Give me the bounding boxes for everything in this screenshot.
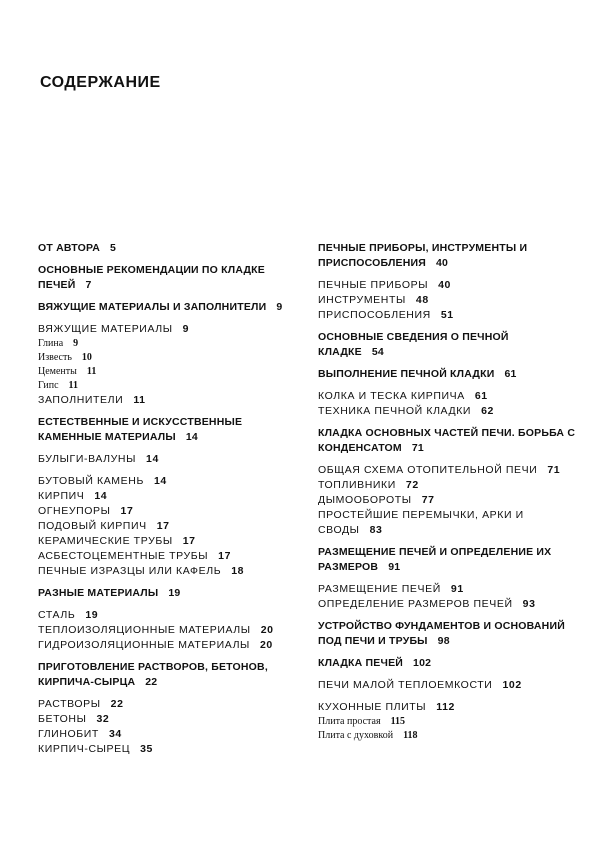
toc-entry-page: 51 <box>440 309 454 321</box>
toc-entry <box>38 300 300 315</box>
toc-entry <box>318 508 576 538</box>
toc-entry-title: ПРИГОТОВЛЕНИЕ РАСТВОРОВ, БЕТОНОВ, КИРПИЧА-СЫРЦА <box>38 661 268 688</box>
toc-entry-title: БУЛЫГИ-ВАЛУНЫ <box>38 453 137 465</box>
toc-entry-page: 5 <box>110 242 117 254</box>
toc-entry-title: КОЛКА И ТЕСКА КИРПИЧА <box>318 390 465 402</box>
toc-entry-page: 35 <box>140 743 153 755</box>
toc-entry-title: Глина <box>38 338 64 349</box>
toc-entry-title: КИРПИЧ <box>38 490 85 502</box>
toc-entry-title: ПЕЧНЫЕ ПРИБОРЫ <box>318 279 429 291</box>
toc-entry <box>38 452 300 467</box>
toc-entry <box>38 474 300 489</box>
toc-entry-title: КУХОННЫЕ ПЛИТЫ <box>318 701 427 713</box>
toc-entry-page: 61 <box>474 390 488 402</box>
toc-entry-page: 61 <box>504 368 517 380</box>
toc-entry <box>318 619 576 649</box>
toc-entry <box>38 241 300 256</box>
toc-entry-page: 18 <box>231 565 245 577</box>
toc-entry-page: 14 <box>185 431 198 443</box>
toc-entry <box>318 426 576 456</box>
toc-entry-page: 83 <box>369 524 383 536</box>
toc-entry-page: 98 <box>437 635 450 647</box>
toc-entry-page: 118 <box>403 730 418 741</box>
toc-entry-title: ОТ АВТОРА <box>38 242 101 254</box>
toc-entry <box>318 293 576 308</box>
toc-entry-title: УСТРОЙСТВО ФУНДАМЕНТОВ И ОСНОВАНИЙ ПОД ПЕЧИ И ТРУБЫ <box>318 620 565 647</box>
toc-entry-title: РАЗМЕЩЕНИЕ ПЕЧЕЙ <box>318 583 441 595</box>
toc-entry-title: ВЯЖУЩИЕ МАТЕРИАЛЫ <box>38 323 173 335</box>
toc-entry <box>318 478 576 493</box>
toc-entry-title: ОГНЕУПОРЫ <box>38 505 111 517</box>
toc-entry-page: 62 <box>481 405 494 417</box>
toc-entry-page: 9 <box>182 323 190 335</box>
toc-entry-page: 14 <box>94 490 108 502</box>
toc-entry-title: КЛАДКА ОСНОВНЫХ ЧАСТЕЙ ПЕЧИ. БОРЬБА С КОНДЕНСАТОМ <box>318 427 576 454</box>
toc-entry-page: 9 <box>73 338 79 349</box>
toc-entry <box>38 379 300 393</box>
toc-entry-page: 7 <box>85 279 92 291</box>
toc-entry-title: ГЛИНОБИТ <box>38 728 99 740</box>
toc-entry <box>38 519 300 534</box>
toc-entry <box>38 549 300 564</box>
toc-entry-page: 19 <box>85 609 99 621</box>
toc-entry-title: РАЗНЫЕ МАТЕРИАЛЫ <box>38 587 159 599</box>
page-title: СОДЕРЖАНИЕ <box>40 74 161 91</box>
toc-entry-title: БЕТОНЫ <box>38 713 87 725</box>
toc-entry-title: Гипс <box>38 380 59 391</box>
toc-entry-page: 91 <box>450 583 464 595</box>
toc-entry <box>318 330 576 360</box>
toc-entry-page: 112 <box>436 701 455 713</box>
toc-entry-page: 32 <box>96 713 110 725</box>
toc-entry-title: ТЕХНИКА ПЕЧНОЙ КЛАДКИ <box>318 405 472 417</box>
toc-entry-title: КЛАДКА ПЕЧЕЙ <box>318 657 404 669</box>
toc-entry-page: 93 <box>522 598 536 610</box>
toc-entry-page: 11 <box>133 394 146 406</box>
toc-entry-title: ОБЩАЯ СХЕМА ОТОПИТЕЛЬНОЙ ПЕЧИ <box>318 464 538 476</box>
toc-entry-title: СТАЛЬ <box>38 609 76 621</box>
toc-entry-title: ПРИСПОСОБЛЕНИЯ <box>318 309 431 321</box>
toc-entry-title: КИРПИЧ-СЫРЕЦ <box>38 743 131 755</box>
toc-entry <box>318 729 576 743</box>
toc-entry-title: ГИДРОИЗОЛЯЦИОННЫЕ МАТЕРИАЛЫ <box>38 639 250 651</box>
toc-entry <box>318 715 576 729</box>
toc-entry-title: Известь <box>38 352 72 363</box>
toc-entry <box>38 697 300 712</box>
toc-entry-title: ПРОСТЕЙШИЕ ПЕРЕМЫЧКИ, АРКИ И СВОДЫ <box>318 509 524 536</box>
toc-entry-title: ПОДОВЫЙ КИРПИЧ <box>38 520 147 532</box>
toc-entry-title: ЕСТЕСТВЕННЫЕ И ИСКУССТВЕННЫЕ КАМЕННЫЕ МАТЕРИАЛЫ <box>38 416 243 443</box>
toc-entry-title: ПЕЧИ МАЛОЙ ТЕПЛОЕМКОСТИ <box>318 679 493 691</box>
toc-entry-title: РАЗМЕЩЕНИЕ ПЕЧЕЙ И ОПРЕДЕЛЕНИЕ ИХ РАЗМЕРОВ <box>318 546 552 573</box>
toc-entry-page: 115 <box>390 716 406 727</box>
toc-entry-page: 14 <box>146 453 159 465</box>
toc-entry-page: 11 <box>68 380 78 391</box>
toc-entry-page: 20 <box>259 639 273 651</box>
toc-entry-page: 71 <box>411 442 424 454</box>
toc-entry <box>318 278 576 293</box>
toc-entry-title: КЕРАМИЧЕСКИЕ ТРУБЫ <box>38 535 173 547</box>
toc-entry-title: ДЫМООБОРОТЫ <box>318 494 412 506</box>
toc-entry <box>38 415 300 445</box>
toc-entry-title: ОСНОВНЫЕ РЕКОМЕНДАЦИИ ПО КЛАДКЕ ПЕЧЕЙ <box>38 264 265 291</box>
toc-right-column <box>318 234 576 743</box>
toc-entry-title: Цементы <box>38 366 77 377</box>
toc-entry <box>38 727 300 742</box>
toc-entry <box>38 742 300 757</box>
toc-entry-title: АСБЕСТОЦЕМЕНТНЫЕ ТРУБЫ <box>38 550 209 562</box>
toc-entry-page: 17 <box>182 535 196 547</box>
toc-entry <box>38 608 300 623</box>
toc-entry-page: 77 <box>421 494 435 506</box>
toc-entry-title: ПЕЧНЫЕ ПРИБОРЫ, ИНСТРУМЕНТЫ И ПРИСПОСОБЛЕНИЯ <box>318 242 528 269</box>
toc-entry <box>38 564 300 579</box>
toc-entry <box>318 493 576 508</box>
toc-entry <box>318 404 576 419</box>
toc-entry <box>38 337 300 351</box>
toc-entry <box>318 678 576 693</box>
toc-entry-title: ЗАПОЛНИТЕЛИ <box>38 394 124 406</box>
toc-entry <box>38 365 300 379</box>
toc-entry <box>318 656 576 671</box>
toc-entry-page: 40 <box>438 279 451 291</box>
toc-entry <box>318 700 576 715</box>
toc-entry-page: 54 <box>371 346 384 358</box>
toc-entry-page: 20 <box>260 624 274 636</box>
toc-entry-page: 10 <box>81 352 92 363</box>
toc-entry-title: ПЕЧНЫЕ ИЗРАЗЦЫ ИЛИ КАФЕЛЬ <box>38 565 222 577</box>
toc-entry <box>318 463 576 478</box>
toc-entry-page: 17 <box>156 520 170 532</box>
toc-entry-page: 72 <box>405 479 419 491</box>
toc-entry-title: Плита простая <box>318 716 381 727</box>
toc-entry <box>318 367 576 382</box>
toc-entry-page: 14 <box>153 475 167 487</box>
toc-entry-title: ОПРЕДЕЛЕНИЕ РАЗМЕРОВ ПЕЧЕЙ <box>318 598 513 610</box>
toc-entry-page: 19 <box>168 587 181 599</box>
toc-entry-title: ИНСТРУМЕНТЫ <box>318 294 406 306</box>
toc-entry <box>38 534 300 549</box>
toc-entry <box>38 489 300 504</box>
toc-entry-page: 17 <box>120 505 134 517</box>
toc-entry <box>38 351 300 365</box>
toc-entry-title: Плита с духовкой <box>318 730 394 741</box>
toc-entry-page: 71 <box>547 464 561 476</box>
toc-entry <box>38 660 300 690</box>
toc-entry-page: 91 <box>388 561 401 573</box>
toc-entry-page: 48 <box>415 294 429 306</box>
toc-entry-title: БУТОВЫЙ КАМЕНЬ <box>38 475 144 487</box>
toc-entry-page: 9 <box>276 301 283 313</box>
toc-entry <box>318 389 576 404</box>
toc-entry <box>318 597 576 612</box>
toc-entry-title: ТОПЛИВНИКИ <box>318 479 396 491</box>
toc-entry-page: 17 <box>218 550 232 562</box>
toc-entry <box>38 638 300 653</box>
toc-entry-title: ВЯЖУЩИЕ МАТЕРИАЛЫ И ЗАПОЛНИТЕЛИ <box>38 301 267 313</box>
toc-entry <box>318 308 576 323</box>
toc-entry <box>38 712 300 727</box>
toc-entry-page: 34 <box>108 728 122 740</box>
toc-entry <box>318 582 576 597</box>
toc-entry-page: 102 <box>502 679 522 691</box>
toc-entry <box>38 623 300 638</box>
toc-entry <box>38 322 300 337</box>
toc-entry <box>38 504 300 519</box>
toc-entry-title: ВЫПОЛНЕНИЕ ПЕЧНОЙ КЛАДКИ <box>318 368 495 380</box>
toc-entry-page: 22 <box>145 676 158 688</box>
toc-entry <box>38 393 300 408</box>
toc-entry-title: ОСНОВНЫЕ СВЕДЕНИЯ О ПЕЧНОЙ КЛАДКЕ <box>318 331 509 358</box>
toc-entry-page: 102 <box>413 657 432 669</box>
toc-entry-title: ТЕПЛОИЗОЛЯЦИОННЫЕ МАТЕРИАЛЫ <box>38 624 251 636</box>
toc-entry-page: 40 <box>436 257 449 269</box>
toc-entry <box>38 263 300 293</box>
toc-entry-page: 22 <box>110 698 124 710</box>
toc-entry <box>318 241 576 271</box>
toc-entry <box>318 545 576 575</box>
toc-left-column <box>38 234 300 757</box>
toc-entry <box>38 586 300 601</box>
toc-entry-title: РАСТВОРЫ <box>38 698 101 710</box>
toc-entry-page: 11 <box>86 366 97 377</box>
